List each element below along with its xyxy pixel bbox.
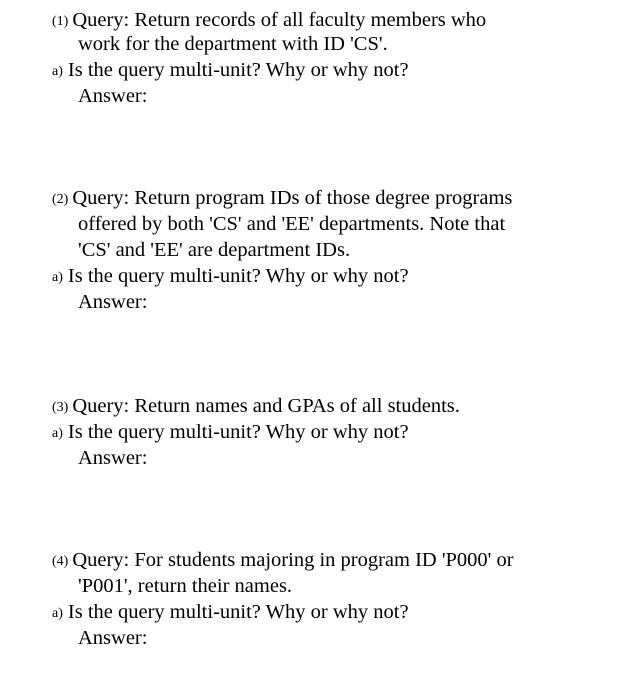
answer-label-text: Answer: — [78, 85, 148, 107]
query-line — [52, 548, 514, 575]
sub-question-marker: a) — [52, 426, 63, 441]
sub-question-text: Is the query multi-unit? Why or why not? — [67, 601, 409, 623]
query-text: work for the department with ID 'CS'. — [78, 33, 388, 55]
query-line — [78, 212, 505, 236]
sub-question-line — [52, 600, 409, 627]
sub-question-marker: a) — [52, 64, 63, 79]
query-text: Query: Return names and GPAs of all students. — [72, 395, 460, 417]
answer-label — [78, 446, 147, 470]
question-number: (1) — [52, 14, 69, 29]
query-line — [78, 238, 350, 262]
query-text: 'CS' and 'EE' are department IDs. — [78, 239, 351, 261]
answer-label — [78, 290, 147, 314]
sub-question-text: Is the query multi-unit? Why or why not? — [67, 265, 409, 287]
answer-label — [78, 84, 147, 108]
query-text: Query: Return program IDs of those degree programs — [72, 187, 513, 209]
query-line — [78, 32, 388, 56]
answer-label-text: Answer: — [78, 291, 148, 313]
query-line — [78, 574, 292, 598]
sub-question-text: Is the query multi-unit? Why or why not? — [67, 59, 409, 81]
question-number: (3) — [52, 400, 69, 415]
sub-question-line — [52, 420, 409, 447]
query-line — [52, 8, 486, 35]
question-number: (4) — [52, 554, 69, 569]
sub-question-text: Is the query multi-unit? Why or why not? — [67, 421, 409, 443]
query-line — [52, 186, 512, 213]
sub-question-line — [52, 264, 409, 291]
query-text: offered by both 'CS' and 'EE' departments. Note that — [78, 213, 506, 235]
answer-label — [78, 626, 147, 650]
sub-question-marker: a) — [52, 606, 63, 621]
query-text: 'P001', return their names. — [78, 575, 293, 597]
query-text: Query: Return records of all faculty members who — [72, 9, 487, 31]
answer-label-text: Answer: — [78, 447, 148, 469]
query-line — [52, 394, 460, 421]
sub-question-marker: a) — [52, 270, 63, 285]
question-number: (2) — [52, 192, 69, 207]
query-text: Query: For students majoring in program ID 'P000' or — [72, 549, 514, 571]
answer-label-text: Answer: — [78, 627, 148, 649]
sub-question-line — [52, 58, 409, 85]
